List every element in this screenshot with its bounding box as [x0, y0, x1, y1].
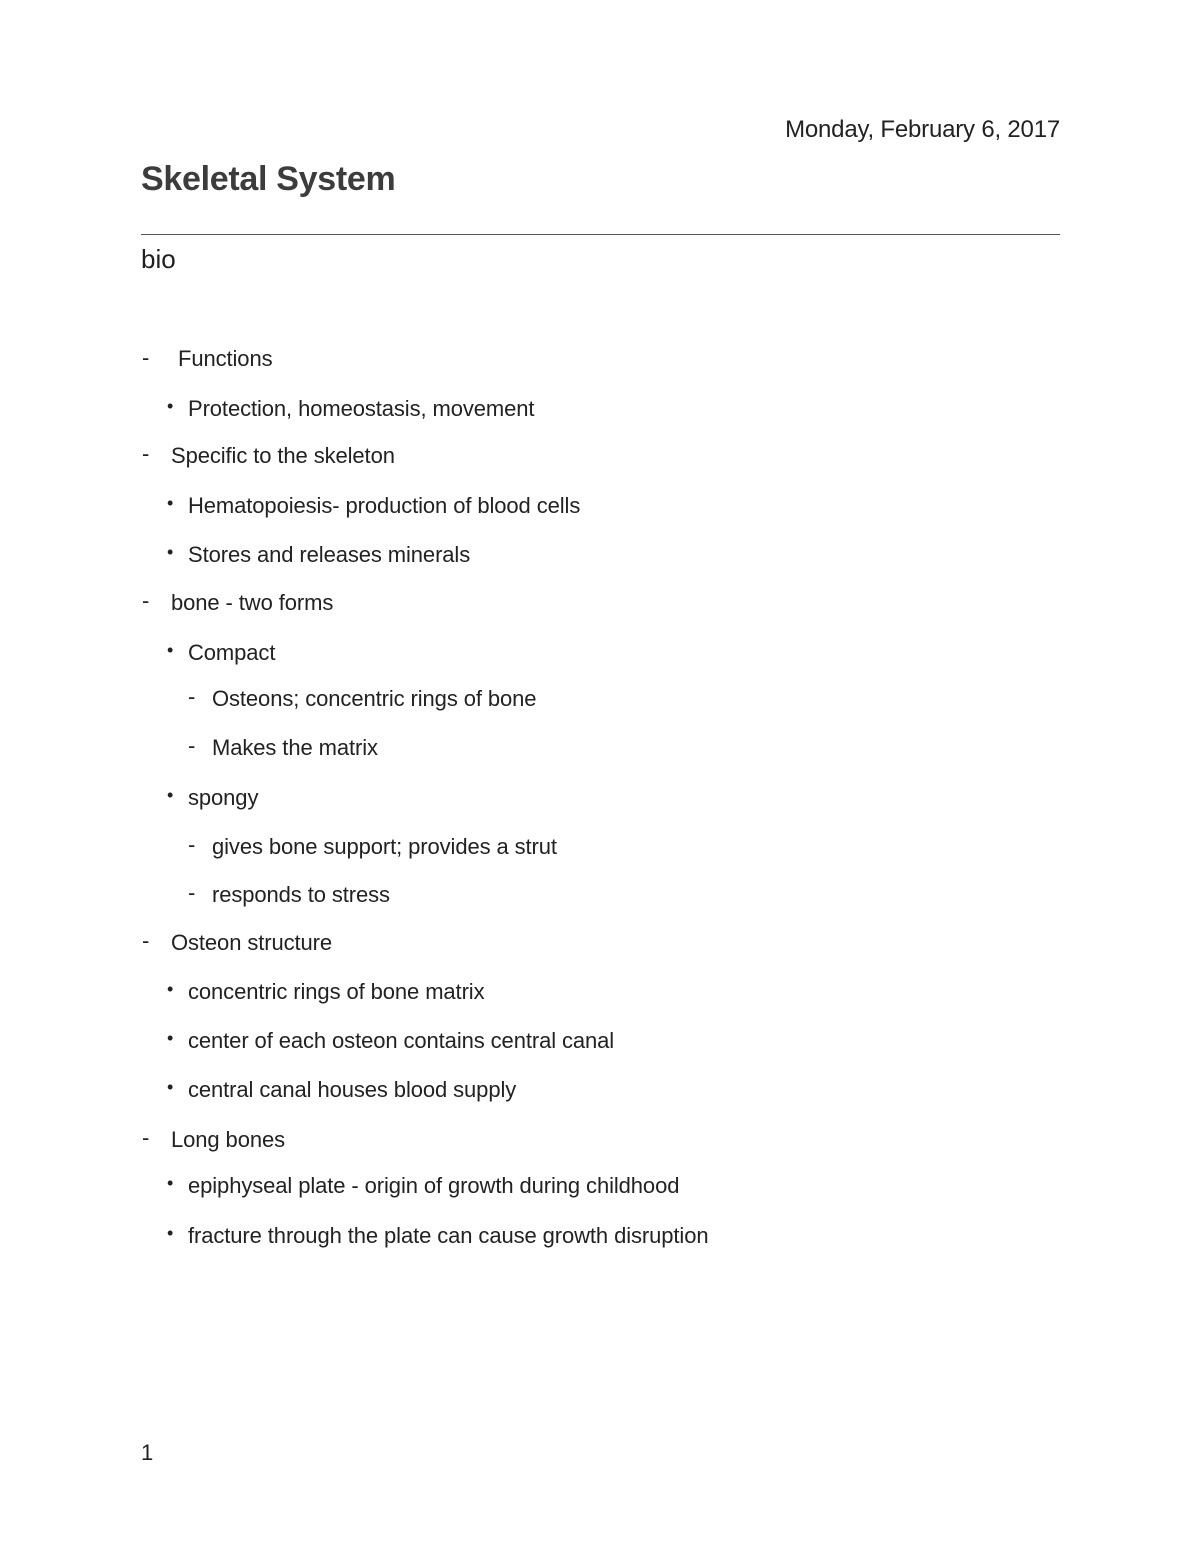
bullet-marker: •	[167, 785, 174, 805]
bullet-marker: •	[167, 1077, 174, 1097]
subtitle: bio	[141, 244, 176, 274]
dash-marker: -	[188, 684, 196, 709]
bullet-marker: •	[167, 542, 174, 562]
dash-marker: -	[142, 588, 150, 613]
list-item: Makes the matrix	[212, 735, 378, 760]
note-date: Monday, February 6, 2017	[785, 116, 1060, 143]
list-item: bone - two forms	[171, 590, 334, 615]
list-item: Compact	[188, 640, 276, 665]
bullet-marker: •	[167, 396, 174, 416]
list-item: Osteon structure	[171, 930, 333, 955]
list-item: Hematopoiesis- production of blood cells	[188, 493, 581, 518]
dash-marker: -	[188, 880, 196, 905]
dash-marker: -	[188, 733, 196, 758]
list-item: Specific to the skeleton	[171, 443, 395, 468]
dash-marker: -	[142, 345, 150, 370]
list-item: Osteons; concentric rings of bone	[212, 686, 537, 711]
dash-marker: -	[142, 441, 150, 466]
dash-marker: -	[188, 832, 196, 857]
list-item: spongy	[188, 785, 259, 810]
list-item: Functions	[178, 346, 273, 371]
page-number: 1	[141, 1440, 154, 1465]
title-divider	[141, 234, 1060, 235]
bullet-marker: •	[167, 1173, 174, 1193]
dash-marker: -	[142, 928, 150, 953]
list-item: center of each osteon contains central canal	[188, 1028, 615, 1053]
bullet-marker: •	[167, 1028, 174, 1048]
bullet-marker: •	[167, 493, 174, 513]
list-item: responds to stress	[212, 882, 390, 907]
bullet-marker: •	[167, 979, 174, 999]
dash-marker: -	[142, 1125, 150, 1150]
list-item: gives bone support; provides a strut	[212, 834, 557, 859]
list-item: epiphyseal plate - origin of growth during childhood	[188, 1173, 680, 1198]
bullet-marker: •	[167, 1223, 174, 1243]
page-title: Skeletal System	[141, 160, 396, 198]
list-item: concentric rings of bone matrix	[188, 979, 485, 1004]
list-item: Long bones	[171, 1127, 285, 1152]
list-item: Protection, homeostasis, movement	[188, 396, 535, 421]
bullet-marker: •	[167, 640, 174, 660]
list-item: central canal houses blood supply	[188, 1077, 517, 1102]
list-item: fracture through the plate can cause growth disruption	[188, 1223, 709, 1248]
list-item: Stores and releases minerals	[188, 542, 471, 567]
